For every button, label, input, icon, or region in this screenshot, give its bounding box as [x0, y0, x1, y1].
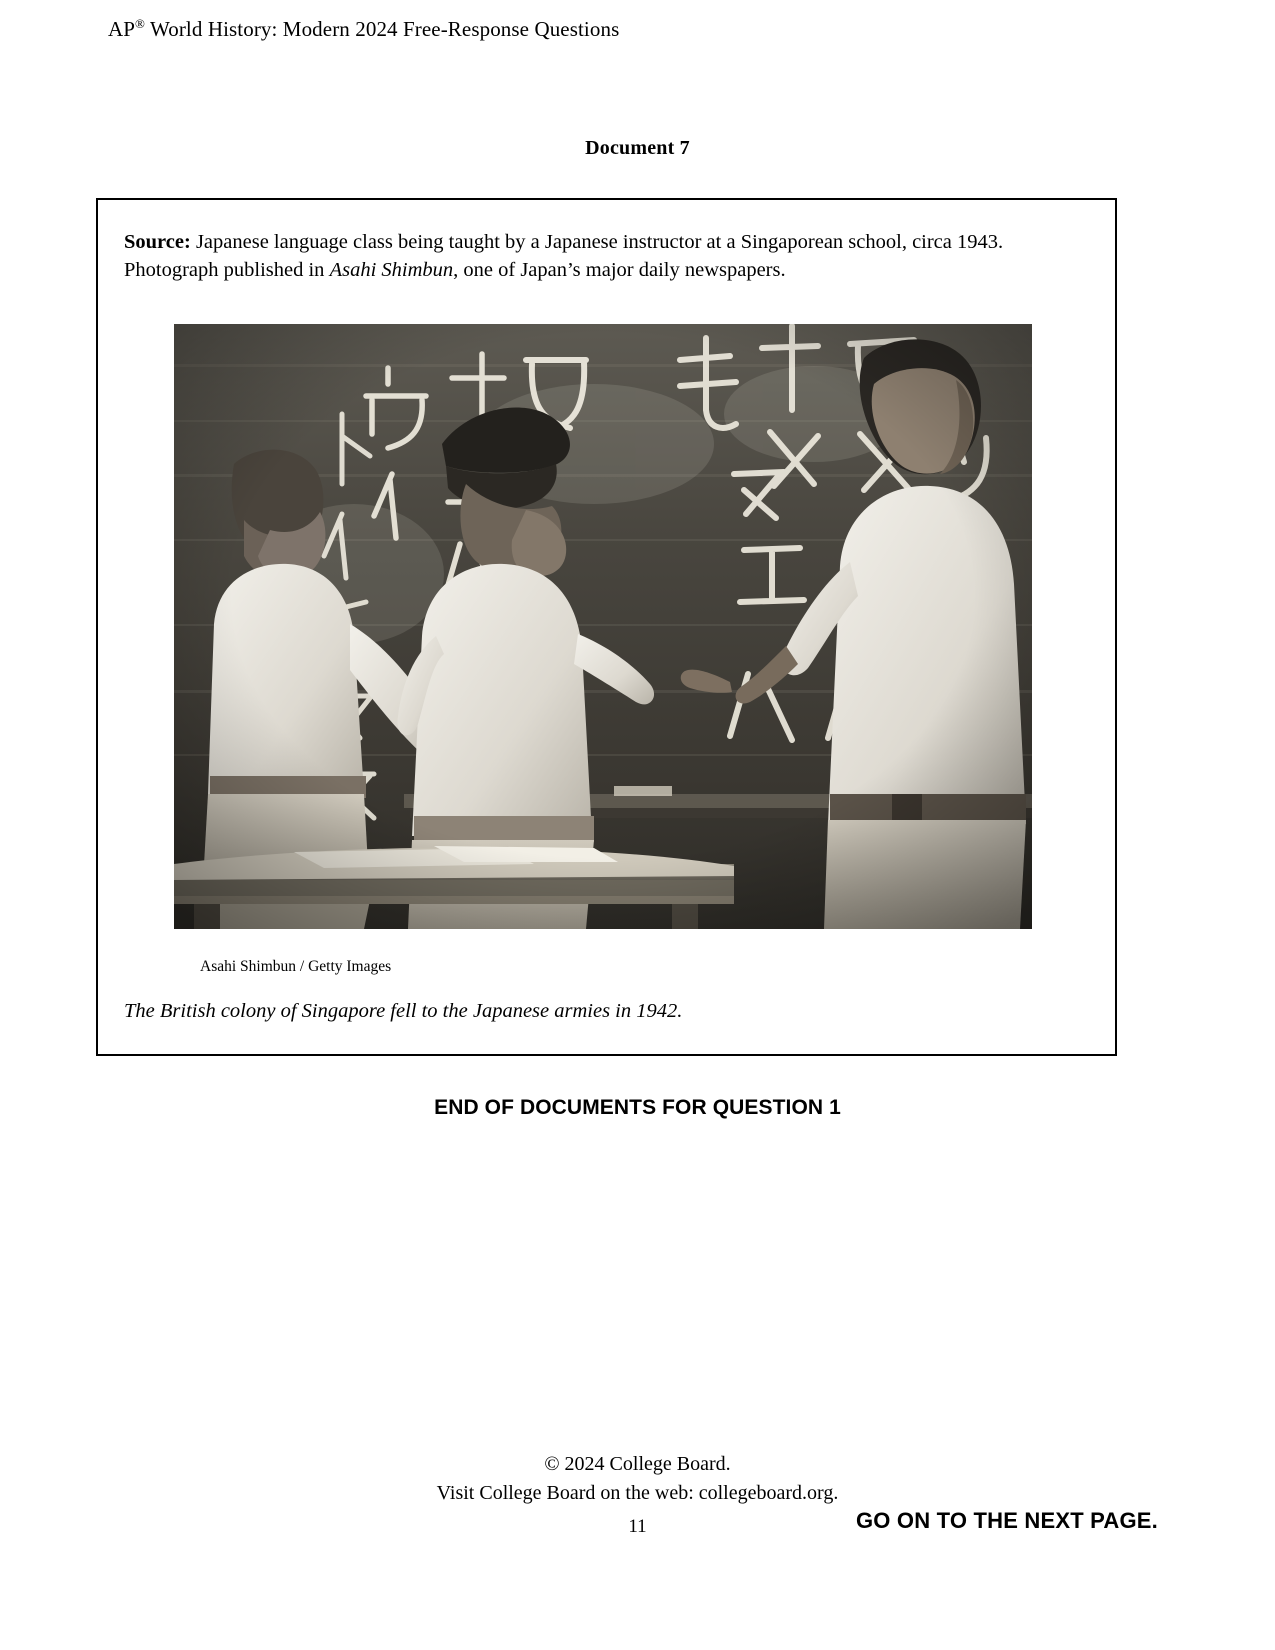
- document-title: Document 7: [585, 137, 690, 159]
- end-of-documents-notice: END OF DOCUMENTS FOR QUESTION 1: [434, 1096, 841, 1119]
- registered-mark: ®: [135, 16, 146, 31]
- source-text-1: Japanese language class being taught by a Japanese instructor at a Singaporean school, circa 1943. Photograph published in: [124, 231, 1004, 282]
- photograph-svg: [174, 324, 1032, 929]
- running-header-course: AP: [108, 17, 136, 41]
- footer-copyright-block: [0, 1450, 1275, 1508]
- go-on-notice: GO ON TO THE NEXT PAGE.: [855, 1508, 1158, 1533]
- visit-line: Visit College Board on the web: collegeboard.org.: [436, 1482, 839, 1504]
- document-note: The British colony of Singapore fell to the Japanese armies in 1942.: [124, 1000, 683, 1022]
- copyright-line: © 2024 College Board.: [544, 1453, 731, 1475]
- source-label: Source:: [124, 231, 191, 253]
- page-number: 11: [628, 1516, 647, 1537]
- running-header: [108, 16, 619, 42]
- source-publication: Asahi Shimbun: [329, 259, 454, 282]
- source-attribution: [124, 228, 1089, 285]
- source-text-2: , one of Japan’s major daily newspapers.: [453, 259, 786, 282]
- document-box: [96, 198, 1117, 1056]
- running-header-title: World History: Modern 2024 Free-Response Questions: [145, 17, 620, 41]
- photo-credit: Asahi Shimbun / Getty Images: [200, 958, 392, 975]
- document-photograph: [174, 324, 1032, 929]
